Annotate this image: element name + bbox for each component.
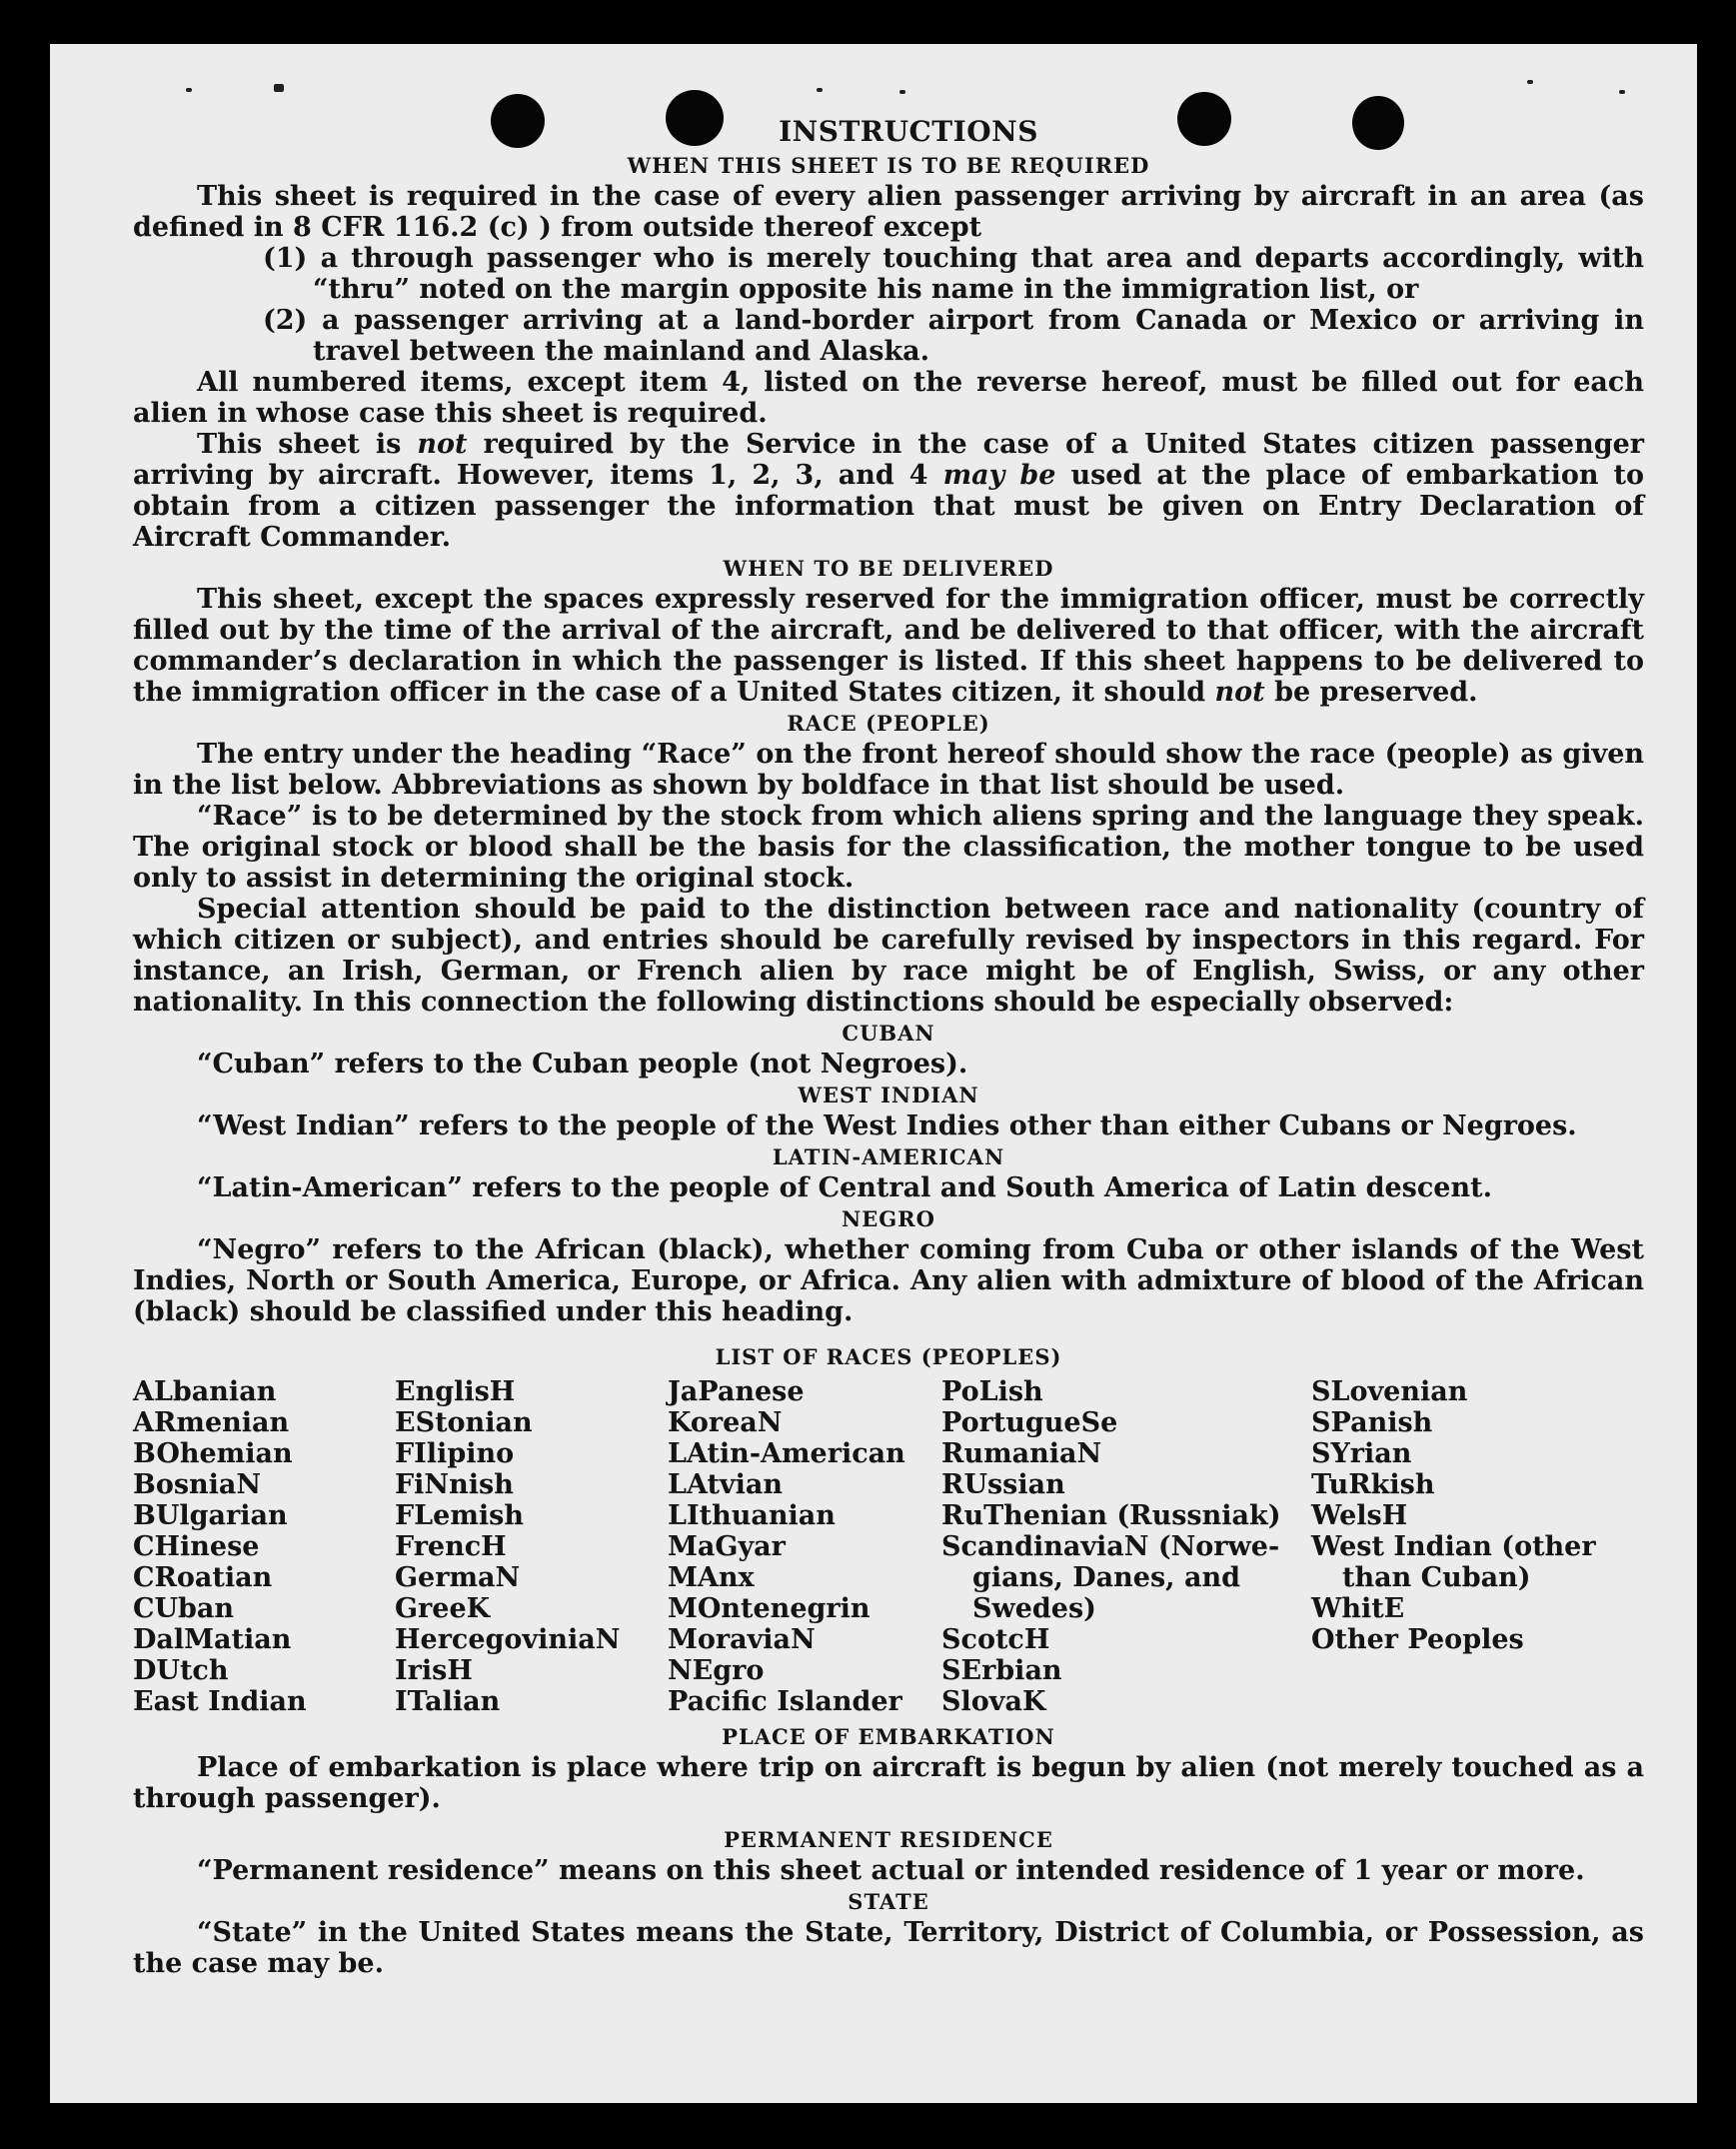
paragraph: This sheet is required in the case of every alien passenger arriving by aircraft in an area (as defined in 8 CFR 116.2 (c) ) from outside thereof except <box>133 181 1644 243</box>
race-list <box>133 1376 1644 1717</box>
text-run: required by the Service in the case of a United States citizen passenger arriving by aircraft. However, items 1, 2, 3, and 4 <box>133 429 1644 491</box>
text-run: This sheet is <box>197 429 418 460</box>
paragraph: “State” in the United States means the State, Territory, District of Columbia, or Possession, as the case may be. <box>133 1917 1644 1979</box>
race-item: GreeK <box>395 1593 491 1624</box>
heading-race: RACE (PEOPLE) <box>787 711 990 736</box>
race-item: BosniaN <box>133 1469 262 1500</box>
paragraph: Special attention should be paid to the distinction between race and nationality (country of which citizen or subject), and entries should be carefully revised by inspectors in this regard. For instance, an Irish, German, or French alien by race might be of English, Swiss, or any other nationality. In this connection the following distinctions should be especially observed: <box>133 894 1644 1018</box>
exception-item-2: (2) a passenger arriving at a land-border airport from Canada or Mexico or arriving in travel between the mainland and Alaska. <box>263 305 1644 367</box>
race-item: PortugueSe <box>941 1407 1118 1438</box>
race-column-3 <box>668 1376 941 1717</box>
race-item: SErbian <box>941 1655 1062 1686</box>
race-item: BOhemian <box>133 1438 293 1469</box>
race-item: LIthuanian <box>668 1500 836 1531</box>
race-item: RuThenian (Russniak) <box>941 1500 1281 1531</box>
speck <box>1527 80 1533 84</box>
paragraph: “West Indian” refers to the people of the West Indies other than either Cubans or Negroes. <box>197 1110 1577 1141</box>
race-item-continuation: Swedes) <box>972 1593 1096 1624</box>
race-item: WelsH <box>1311 1500 1408 1531</box>
race-column-2 <box>395 1376 668 1717</box>
race-item: SlovaK <box>941 1686 1046 1717</box>
race-item-continuation: gians, Danes, and <box>972 1562 1240 1593</box>
heading-state: STATE <box>848 1889 929 1914</box>
heading-permanent-residence: PERMANENT RESIDENCE <box>724 1827 1053 1852</box>
paragraph: Place of embarkation is place where trip on aircraft is begun by alien (not merely touched as a through passenger). <box>133 1752 1644 1814</box>
race-item: EStonian <box>395 1407 533 1438</box>
race-item: ARmenian <box>133 1407 290 1438</box>
paragraph: All numbered items, except item 4, listed on the reverse hereof, must be filled out for each alien in whose case this sheet is required. <box>133 367 1644 429</box>
race-item: FrencH <box>395 1531 507 1562</box>
race-item: WhitE <box>1311 1593 1405 1624</box>
race-item: MaGyar <box>668 1531 786 1562</box>
race-item: SPanish <box>1311 1407 1433 1438</box>
text-run: This sheet, except the spaces expressly reserved for the immigration officer, must be correctly filled out by the time of the arrival of the aircraft, and be delivered to that officer, with the aircraft commander’s declaration in which the passenger is listed. If this sheet happens to be delivered to the immigration officer in the case of a United States citizen, it should <box>133 584 1644 708</box>
race-item: FIlipino <box>395 1438 515 1469</box>
race-item: LAtin-American <box>668 1438 905 1469</box>
emphasis-text: not <box>1214 677 1265 708</box>
heading-cuban: CUBAN <box>842 1021 935 1046</box>
race-item: East Indian <box>133 1686 307 1717</box>
paragraph: The entry under the heading “Race” on the front hereof should show the race (people) as given in the list below. Abbreviations as shown by boldface in that list should be used. <box>133 739 1644 801</box>
page-title: INSTRUCTIONS <box>779 115 1038 148</box>
paragraph: “Race” is to be determined by the stock from which aliens spring and the language they speak. The original stock or blood shall be the basis for the classification, the mother tongue to be used only to assist in determining the original stock. <box>133 801 1644 894</box>
race-item: SLovenian <box>1311 1376 1468 1407</box>
heading-list-of-races: LIST OF RACES (PEOPLES) <box>715 1344 1062 1369</box>
race-item: KoreaN <box>668 1407 783 1438</box>
speck <box>186 88 192 92</box>
paragraph <box>133 429 1644 553</box>
heading-negro: NEGRO <box>842 1206 935 1231</box>
exception-item-1: (1) a through passenger who is merely touching that area and departs accordingly, with “thru” noted on the margin opposite his name in the immigration list, or <box>263 243 1644 305</box>
heading-when-delivered: WHEN TO BE DELIVERED <box>723 556 1054 581</box>
paragraph: “Cuban” refers to the Cuban people (not Negroes). <box>197 1049 968 1079</box>
race-item: FLemish <box>395 1500 524 1531</box>
race-item: TuRkish <box>1311 1469 1435 1500</box>
race-column-5 <box>1311 1376 1644 1717</box>
speck <box>899 90 905 94</box>
text-run: be preserved. <box>1264 677 1478 708</box>
race-item: ITalian <box>395 1686 501 1717</box>
paragraph: “Negro” refers to the African (black), whether coming from Cuba or other islands of the West Indies, North or South America, Europe, or Africa. Any alien with admixture of blood of the African (black) should be classified under this heading. <box>133 1234 1644 1327</box>
race-item: CRoatian <box>133 1562 273 1593</box>
race-item: DalMatian <box>133 1624 292 1655</box>
race-item: Pacific Islander <box>668 1686 902 1717</box>
race-item: NEgro <box>668 1655 765 1686</box>
race-column-1 <box>133 1376 395 1717</box>
race-item: JaPanese <box>668 1376 805 1407</box>
race-item: HercegoviniaN <box>395 1624 621 1655</box>
race-item: LAtvian <box>668 1469 784 1500</box>
race-item: FiNnish <box>395 1469 514 1500</box>
race-item: RUssian <box>941 1469 1065 1500</box>
paragraph <box>133 584 1644 708</box>
race-item: CUban <box>133 1593 235 1624</box>
instructions-content <box>133 114 1644 1979</box>
speck <box>274 84 284 92</box>
emphasis-text: not <box>417 429 468 460</box>
heading-place-of-embarkation: PLACE OF EMBARKATION <box>722 1724 1055 1749</box>
race-item: RumaniaN <box>941 1438 1102 1469</box>
race-item: MoraviaN <box>668 1624 816 1655</box>
race-item: West Indian (other <box>1311 1531 1596 1562</box>
race-item: IrisH <box>395 1655 473 1686</box>
race-item: Other Peoples <box>1311 1624 1524 1655</box>
heading-when-required: WHEN THIS SHEET IS TO BE REQUIRED <box>627 153 1150 178</box>
paragraph: “Permanent residence” means on this sheet actual or intended residence of 1 year or more. <box>197 1855 1585 1886</box>
race-item: BUlgarian <box>133 1500 288 1531</box>
race-item: SYrian <box>1311 1438 1412 1469</box>
race-item: MAnx <box>668 1562 755 1593</box>
race-item: DUtch <box>133 1655 229 1686</box>
race-item-continuation: than Cuban) <box>1342 1562 1531 1593</box>
race-column-4 <box>941 1376 1311 1717</box>
heading-west-indian: WEST INDIAN <box>798 1082 979 1107</box>
speck <box>1619 90 1625 94</box>
race-item: ALbanian <box>133 1376 277 1407</box>
document-sheet <box>50 44 1697 2103</box>
race-item: ScotcH <box>941 1624 1050 1655</box>
paragraph: “Latin-American” refers to the people of Central and South America of Latin descent. <box>197 1172 1492 1203</box>
race-item: PoLish <box>941 1376 1043 1407</box>
race-item: MOntenegrin <box>668 1593 870 1624</box>
emphasis-text: may be <box>942 460 1056 491</box>
text-run: used at the place of embarkation to obtain from a citizen passenger the information that must be given on Entry Declaration of Aircraft Commander. <box>133 460 1645 553</box>
race-item: CHinese <box>133 1531 260 1562</box>
race-item: ScandinaviaN (Norwe- <box>941 1531 1280 1562</box>
speck <box>817 88 823 92</box>
race-item: EnglisH <box>395 1376 516 1407</box>
race-item: GermaN <box>395 1562 521 1593</box>
heading-latin-american: LATIN-AMERICAN <box>772 1144 1005 1169</box>
